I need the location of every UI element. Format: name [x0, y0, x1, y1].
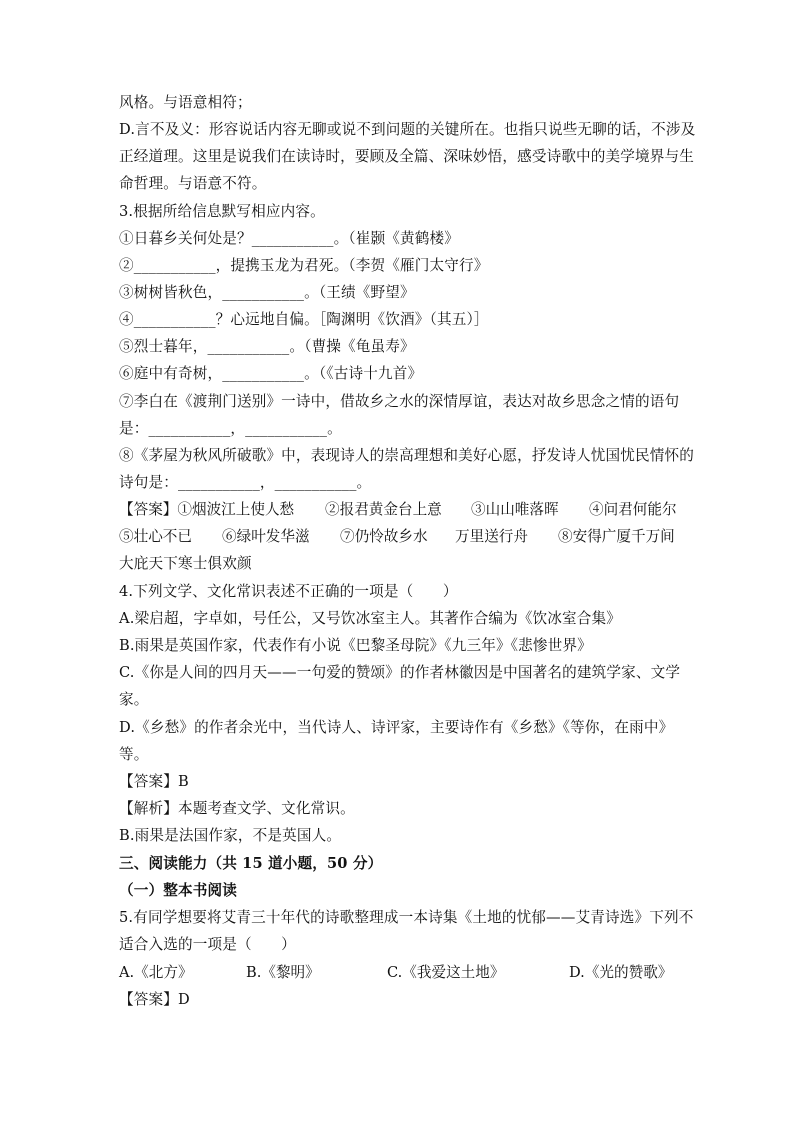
- answer-3-item: 【答案】①烟波江上使人愁: [119, 501, 295, 518]
- question-3-stem: 3.根据所给信息默写相应内容。: [119, 203, 325, 220]
- text-line: D.言不及义：形容说话内容无聊或说不到问题的关键所在。也指只说些无聊的话，不涉及: [119, 121, 696, 138]
- fill-blank-7: ⑦李白在《渡荆门送别》一诗中，借故乡之水的深情厚谊，表达对故乡思念之情的语句: [119, 393, 680, 410]
- fill-blank-7-cont: 是：___________，___________。: [119, 420, 342, 437]
- answer-3-item: 万里送行舟: [455, 528, 528, 545]
- text-line: 风格。与语意相符；: [119, 94, 252, 111]
- answer-3-item: ④问君何能尔: [589, 501, 677, 518]
- answer-3-item: ⑦仍怜故乡水: [340, 528, 428, 545]
- question-5-stem-cont: 适合入选的一项是（ ）: [119, 936, 296, 953]
- fill-blank-2: ②___________，提携玉龙为君死。（李贺《雁门太守行》: [119, 257, 489, 274]
- option-b: B.《黎明》: [246, 964, 320, 981]
- fill-blank-8-cont: 诗句是：___________，___________。: [119, 474, 372, 491]
- option-d-cont: 等。: [119, 746, 149, 763]
- answer-3-item: ⑧安得广厦千万间: [558, 528, 675, 545]
- answer-4: 【答案】B: [119, 773, 189, 790]
- answer-3-item: ③山山唯落晖: [471, 501, 559, 518]
- option-d: D.《光的赞歌》: [569, 964, 673, 981]
- fill-blank-1: ①日暮乡关何处是？___________。（崔颢《黄鹤楼》: [119, 230, 460, 247]
- answer-3-item: ⑤壮心不已: [119, 528, 192, 545]
- analysis-4-detail: B.雨果是法国作家，不是英国人。: [119, 827, 342, 844]
- option-b: B.雨果是英国作家，代表作有小说《巴黎圣母院》《九三年》《悲惨世界》: [119, 637, 592, 654]
- section-title: 三、阅读能力（共 15 道小题，50 分）: [119, 855, 383, 872]
- option-a: A.《北方》: [119, 964, 193, 981]
- analysis-4: 【解析】本题考查文学、文化常识。: [119, 800, 355, 817]
- fill-blank-3: ③树树皆秋色，___________。（王绩《野望》: [119, 284, 415, 301]
- answer-3-item: ⑥绿叶发华滋: [222, 528, 310, 545]
- text-line: 命哲理。与语意不符。: [119, 175, 267, 192]
- option-c: C.《我爱这土地》: [387, 964, 505, 981]
- subsection-title: （一）整本书阅读: [119, 882, 237, 899]
- answer-3-item: 大庇天下寒士俱欢颜: [119, 555, 252, 572]
- option-c-cont: 家。: [119, 691, 149, 708]
- option-d: D.《乡愁》的作者余光中，当代诗人、诗评家，主要诗作有《乡愁》《等你，在雨中》: [119, 719, 674, 736]
- question-4-stem: 4.下列文学、文化常识表述不正确的一项是（ ）: [119, 583, 458, 600]
- option-a: A.梁启超，字卓如，号任公，又号饮冰室主人。其著作合编为《饮冰室合集》: [119, 610, 622, 627]
- question-5-stem: 5.有同学想要将艾青三十年代的诗歌整理成一本诗集《土地的忧郁——艾青诗选》下列不: [119, 909, 694, 926]
- fill-blank-6: ⑥庭中有奇树，___________。（《古诗十九首》: [119, 365, 423, 382]
- fill-blank-8: ⑧《茅屋为秋风所破歌》中，表现诗人的崇高理想和美好心愿，抒发诗人忧国忧民情怀的: [119, 447, 695, 464]
- answer-3-item: ②报君黄金台上意: [325, 501, 442, 518]
- answer-5: 【答案】D: [119, 991, 190, 1008]
- fill-blank-5: ⑤烈士暮年，___________。（曹操《龟虽寿》: [119, 338, 415, 355]
- text-line: 正经道理。这里是说我们在读诗时，要顾及全篇、深味妙悟，感受诗歌中的美学境界与生: [119, 148, 695, 165]
- option-c: C.《你是人间的四月天——一句爱的赞颂》的作者林徽因是中国著名的建筑学家、文学: [119, 664, 681, 681]
- fill-blank-4: ④___________？心远地自偏。［陶渊明《饮酒》（其五）］: [119, 311, 489, 328]
